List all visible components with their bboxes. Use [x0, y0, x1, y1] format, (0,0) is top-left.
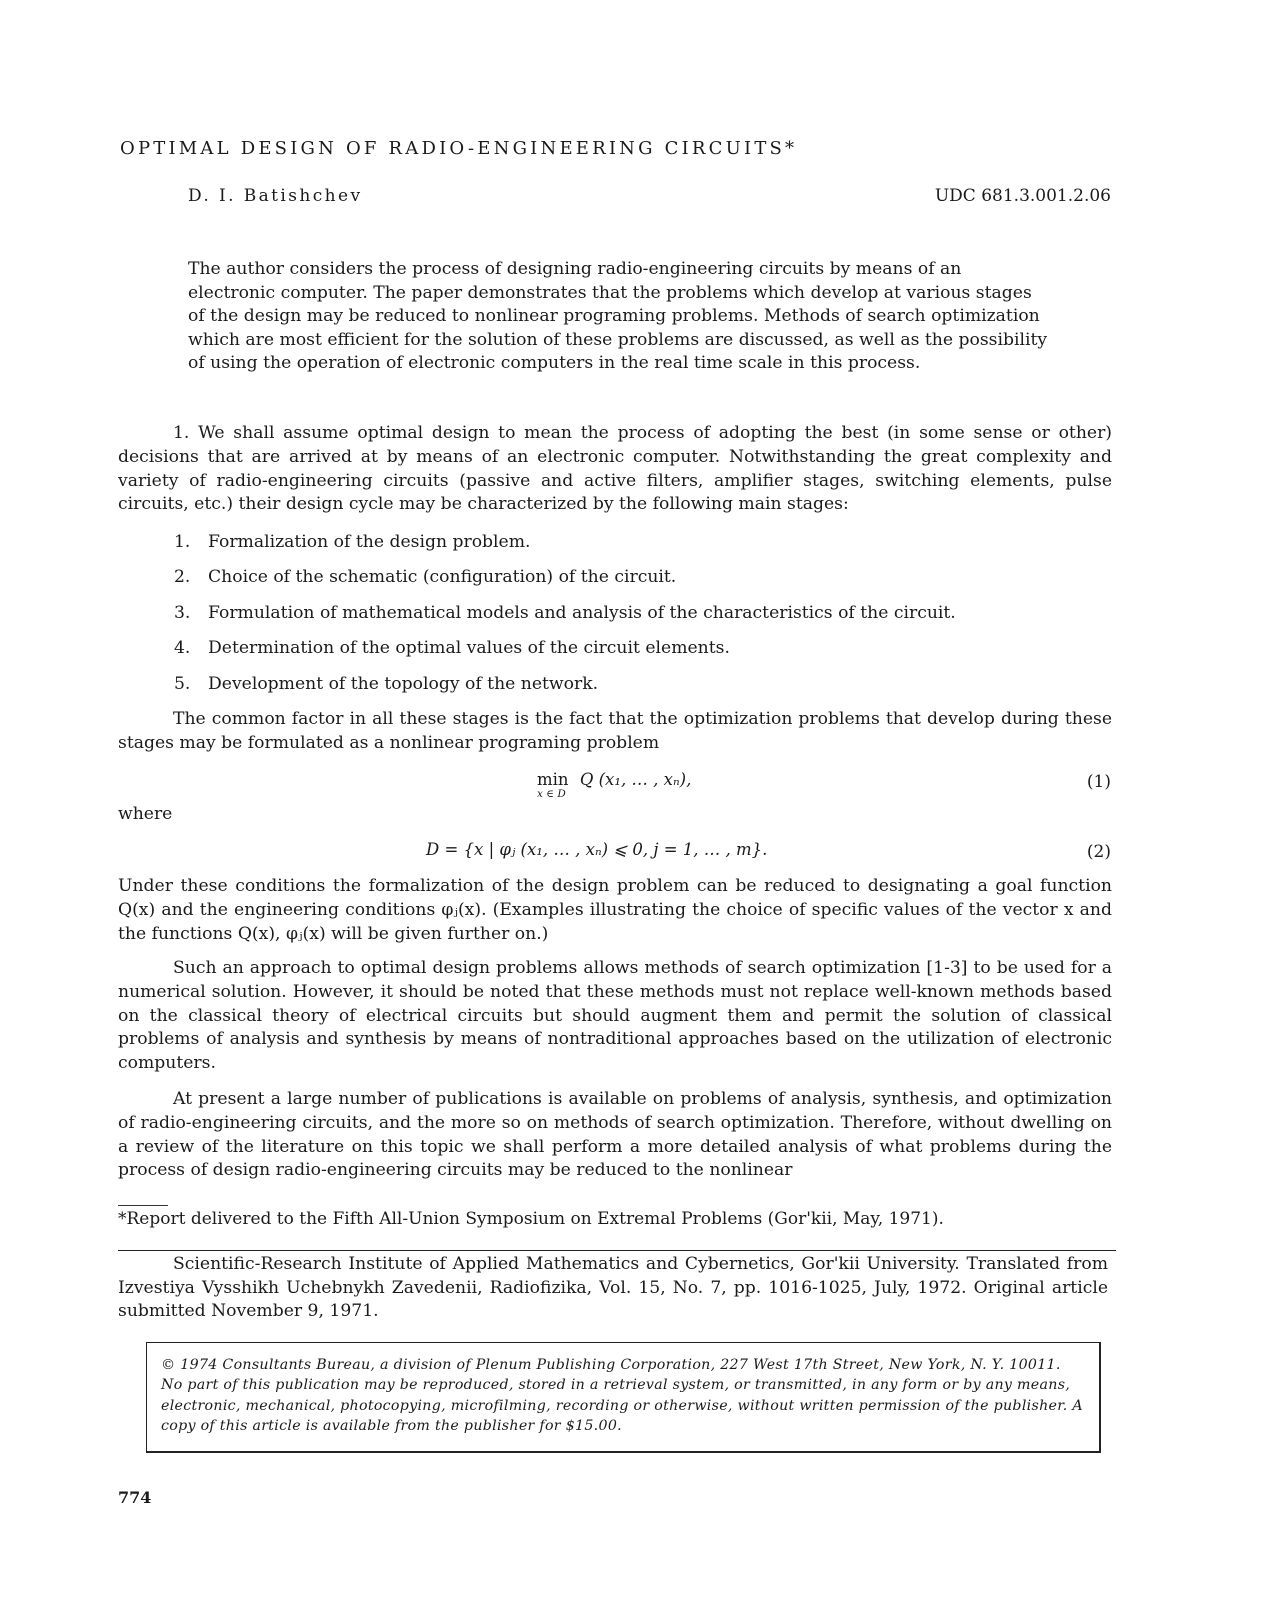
- stages-list: [174, 532, 1074, 709]
- copyright-text: © 1974 Consultants Bureau, a division of Plenum Publishing Corporation, 227 West 17th Street, New York, N. Y. 10011. No part of this publication may be reproduced, stored in a retrieval system, or transmitted, in any form or by any means, electronic, mechanical, photocopying, microfilming, recording or otherwise, without written permission of the publisher. A copy of this article is available from the publisher for $15.00.: [161, 1357, 1083, 1435]
- paragraph-5: [118, 1088, 1112, 1183]
- affiliation-text: Scientific-Research Institute of Applied Mathematics and Cybernetics, Gor'kii University. Translated from Izvestiya Vysshikh Uchebnykh Zavedenii, Radiofizika, Vol. 15, No. 7, pp. 1016-1025, July, 1972. Original article submitted November 9, 1971.: [118, 1254, 1108, 1322]
- equation-1-number: (1): [1086, 772, 1111, 792]
- list-item-number: 5.: [174, 673, 191, 694]
- list-item-text: Development of the topology of the network.: [208, 673, 599, 694]
- affiliation-divider: [118, 1250, 1116, 1251]
- footnote-divider: [118, 1205, 168, 1206]
- equation-2: D = {x | φⱼ (x₁, … , xₙ) ⩽ 0, j = 1, … , m}.: [426, 840, 768, 859]
- list-item: [174, 638, 1074, 673]
- list-item-text: Formalization of the design problem.: [208, 532, 531, 552]
- paragraph-3: [118, 875, 1112, 946]
- min-subscript: x ∈ D: [537, 788, 566, 800]
- copyright-box: [146, 1342, 1101, 1453]
- min-label: min: [537, 770, 569, 789]
- min-operator: [537, 770, 569, 800]
- list-item-number: 4.: [174, 638, 191, 659]
- affiliation-note: [118, 1253, 1108, 1324]
- list-item-text: Determination of the optimal values of the circuit elements.: [208, 638, 730, 659]
- page-number: 774: [118, 1488, 152, 1507]
- list-item: [174, 603, 1074, 638]
- list-item-number: 1.: [174, 532, 191, 552]
- paragraph-2-text: The common factor in all these stages is the fact that the optimization problems that develop during these stages may be formulated as a nonlinear programing problem: [118, 709, 1112, 753]
- author-name: D. I. Batishchev: [188, 186, 363, 206]
- paragraph-2: [118, 708, 1112, 756]
- paragraph-1-text: 1. We shall assume optimal design to mean the process of adopting the best (in some sense or other) decisions that are arrived at by means of an electronic computer. Notwithstanding the great complexity and variety of radio-engineering circuits (passive and active filters, amplifier stages, switching elements, pulse circuits, etc.) their design cycle may be characterized by the following main stages:: [118, 423, 1112, 515]
- list-item-number: 2.: [174, 567, 191, 588]
- udc-code: UDC 681.3.001.2.06: [934, 186, 1111, 206]
- abstract: The author considers the process of designing radio-engineering circuits by means of an electronic computer. The paper demonstrates that the problems which develop at various stages of the design may be reduced to nonlinear programing problems. Methods of search optimization which are most efficient for the solution of these problems are discussed, as well as the possibility of using the operation of electronic computers in the real time scale in this process.: [188, 259, 1048, 374]
- list-item-number: 3.: [174, 602, 191, 623]
- equation-2-number: (2): [1086, 842, 1111, 862]
- list-item: [174, 674, 1074, 709]
- equation-1-expression: Q (x₁, … , xₙ),: [579, 770, 692, 789]
- list-item: [174, 567, 1074, 602]
- where-label: where: [118, 804, 173, 824]
- paragraph-3-text: Under these conditions the formalization of the design problem can be reduced to designating a goal function Q(x) and the engineering conditions φⱼ(x). (Examples illustrating the choice of specific values of the vector x and the functions Q(x), φⱼ(x) will be given further on.): [118, 876, 1112, 944]
- list-item-text: Formulation of mathematical models and analysis of the characteristics of the circuit.: [208, 602, 956, 623]
- list-item: [174, 532, 1074, 567]
- footnote: *Report delivered to the Fifth All-Union Symposium on Extremal Problems (Gor'kii, May, 1971).: [118, 1209, 944, 1229]
- paragraph-4-text: Such an approach to optimal design problems allows methods of search optimization [1-3] to be used for a numerical solution. However, it should be noted that these methods must not replace well-known methods based on the classical theory of electrical circuits but should augment them and permit the solution of classical problems of analysis and synthesis by means of nontraditional approaches based on the utilization of electronic computers.: [118, 958, 1112, 1074]
- paragraph-5-text: At present a large number of publications is available on problems of analysis, synthesis, and optimization of radio-engineering circuits, and the more so on methods of search optimization. Therefore, without dwelling on a review of the literature on this topic we shall perform a more detailed analysis of what problems during the process of design radio-engineering circuits may be reduced to the nonlinear: [118, 1089, 1112, 1181]
- equation-1: [537, 770, 692, 800]
- paragraph-4: [118, 957, 1112, 1076]
- paragraph-1: [118, 422, 1112, 517]
- article-title: OPTIMAL DESIGN OF RADIO-ENGINEERING CIRCUITS*: [120, 138, 798, 159]
- list-item-text: Choice of the schematic (configuration) of the circuit.: [208, 567, 677, 588]
